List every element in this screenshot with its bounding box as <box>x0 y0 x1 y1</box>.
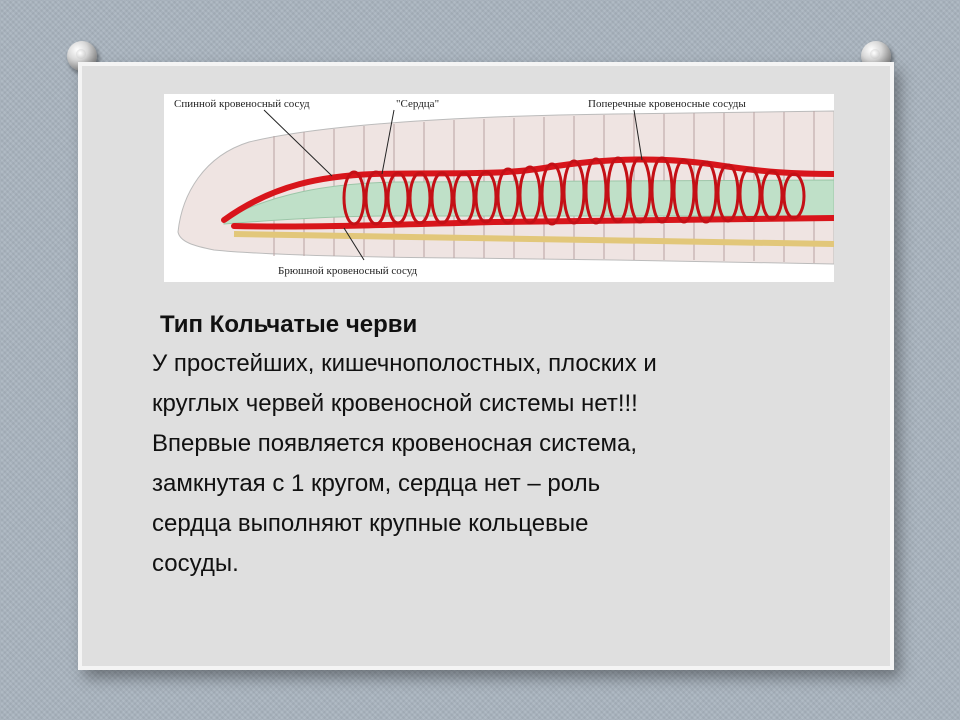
slide-title: Тип Кольчатые черви <box>160 311 418 338</box>
label-ventral-vessel: Брюшной кровеносный сосуд <box>278 265 418 277</box>
slide-body: У простейших, кишечнополостных, плоских и круглых червей кровеносной системы нет!!! Впервые появляется кровеносная система, замкнутая с 1 кругом, сердца нет – роль сердца выполняют крупные кольцевые сосуды. <box>152 350 657 577</box>
slide-text <box>152 308 852 584</box>
label-hearts: "Сердца" <box>396 98 440 110</box>
label-dorsal-vessel: Спинной кровеносный сосуд <box>174 98 310 110</box>
label-transverse-vessels: Поперечные кровеносные сосуды <box>588 98 746 110</box>
worm-circulatory-diagram <box>164 94 834 282</box>
